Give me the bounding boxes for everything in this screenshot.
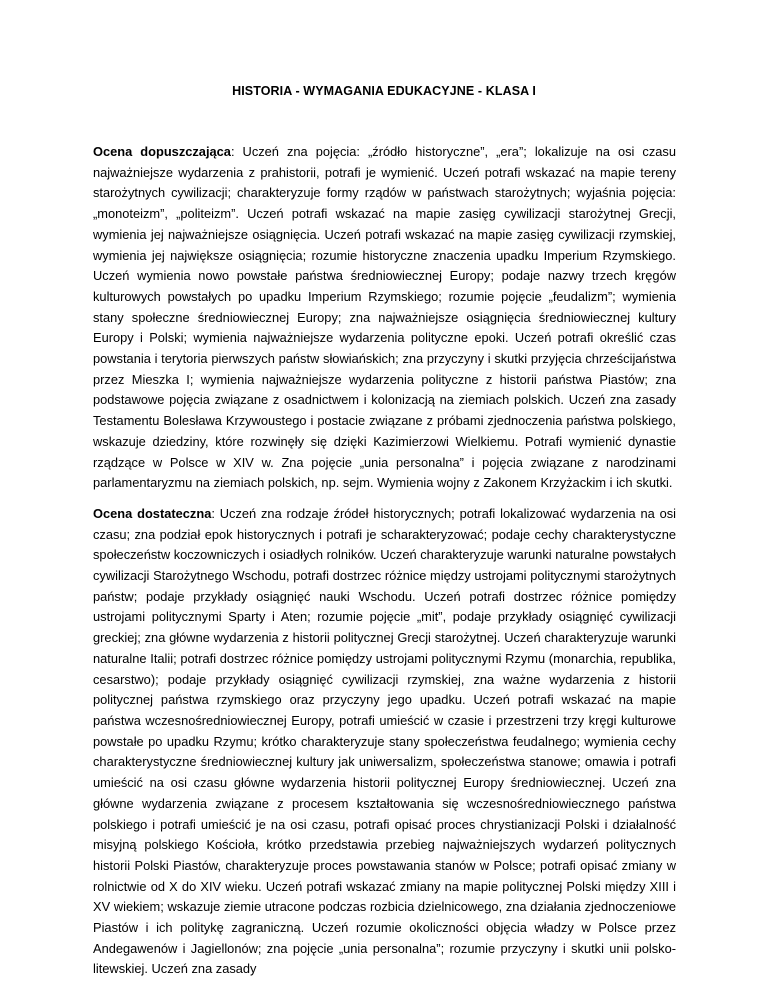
section-text: : Uczeń zna pojęcia: „źródło historyczne”, „era”; lokalizuje na osi czasu najważniejsze wydarzenia z prahistorii, potrafi je wymienić. Uczeń potrafi wskazać na mapie tereny starożytnych cywilizacji; charakteryzuje formy rządów w państwach starożytnych; wyjaśnia pojęcia: „monoteizm”, „politeizm”. Uczeń potrafi wskazać na mapie zasięg cywilizacji starożytnej Grecji, wymienia jej najważniejsze osiągnięcia. Uczeń potrafi wskazać na mapie zasięg cywilizacji rzymskiej, wymienia jej największe osiągnięcia; rozumie historyczne znaczenia upadku Imperium Rzymskiego. Uczeń wymienia nowo powstałe państwa średniowiecznej Europy; podaje nazwy trzech kręgów kulturowych powstałych po upadku Imperium Rzymskiego; rozumie pojęcie „feudalizm”; wymienia stany społeczne średniowiecznej Europy; zna najważniejsze osiągnięcia średniowiecznej kultury Europy i Polski; wymienia najważniejsze wydarzenia polityczne epoki. Uczeń potrafi określić czas powstania i terytoria pierwszych państw słowiańskich; zna przyczyny i skutki przyjęcia chrześcijaństwa przez Mieszka I; wymienia najważniejsze wydarzenia polityczne z historii państwa Piastów; zna podstawowe pojęcia związane z osadnictwem i kolonizacją na ziemiach polskich. Uczeń zna zasady Testamentu Bolesława Krzywoustego i postacie związane z próbami zjednoczenia państwa polskiego, wskazuje dziedziny, które rozwinęły się dzięki Kazimierzowi Wielkiemu. Potrafi wymienić dynastie rządzące w Polsce w XIV w. Zna pojęcie „unia personalna” i pojęcia związane z narodzinami parlamentaryzmu na ziemiach polskich, np. sejm. Wymienia wojny z Zakonem Krzyżackim i ich skutki. [93,144,676,491]
section-label: Ocena dostateczna [93,505,212,521]
document-body [93,142,676,980]
document-title: HISTORIA - WYMAGANIA EDUKACYJNE - KLASA I [232,84,536,98]
section-text: : Uczeń zna rodzaje źródeł historycznych; potrafi lokalizować wydarzenia na osi czasu; zna podział epok historycznych i potrafi je scharakteryzować; podaje cechy charakterystyczne społeczeństw koczowniczych i osiadłych rolników. Uczeń charakteryzuje warunki naturalne powstałych cywilizacji Starożytnego Wschodu, potrafi dostrzec różnice między ustrojami politycznymi starożytnych państw; podaje przykłady osiągnięć nauki Wschodu. Uczeń potrafi dostrzec różnice pomiędzy ustrojami politycznymi Sparty i Aten; rozumie pojęcie „mit”, podaje przykłady osiągnięć cywilizacji greckiej; zna główne wydarzenia z historii politycznej Grecji starożytnej. Uczeń charakteryzuje warunki naturalne Italii; potrafi dostrzec różnice pomiędzy ustrojami politycznymi Rzymu (monarchia, republika, cesarstwo); podaje przykłady osiągnięć cywilizacji rzymskiej, zna ważne wydarzenia z historii politycznej państwa rzymskiego oraz przyczyny jego upadku. Uczeń potrafi wskazać na mapie państwa wczesnośredniowiecznej Europy, potrafi umieścić w czasie i przestrzeni trzy kręgi kulturowe powstałe po upadku Rzymu; krótko charakteryzuje stany społeczeństwa feudalnego; wymienia cechy charakterystyczne średniowiecznej kultury jak uniwersalizm, społeczeństwa stanowe; omawia i potrafi umieścić na osi czasu główne wydarzenia historii politycznej Europy średniowiecznej. Uczeń zna główne wydarzenia związane z procesem kształtowania się wczesnośredniowiecznego państwa polskiego i potrafi umieścić je na osi czasu, potrafi opisać proces chrystianizacji Polski i działalność misyjną polskiego Kościoła, krótko przedstawia przebieg najważniejszych wydarzeń politycznych historii Polski Piastów, charakteryzuje proces powstawania stanów w Polsce; potrafi opisać zmiany w rolnictwie od X do XIV wieku. Uczeń potrafi wskazać zmiany na mapie politycznej Polski między XIII i XV wiekiem; wskazuje ziemie utracone podczas rozbicia dzielnicowego, zna działania zjednoczeniowe Piastów i ich politykę zagraniczną. Uczeń rozumie okoliczności objęcia władzy w Polsce przez Andegawenów i Jagiellonów; zna pojęcie „unia personalna”; rozumie przyczyny i skutki unii polsko-litewskiej. Uczeń zna zasady [93,505,676,977]
section-label: Ocena dopuszczająca [93,144,231,159]
section-dopuszczajaca [93,142,676,494]
section-dostateczna [93,504,676,980]
